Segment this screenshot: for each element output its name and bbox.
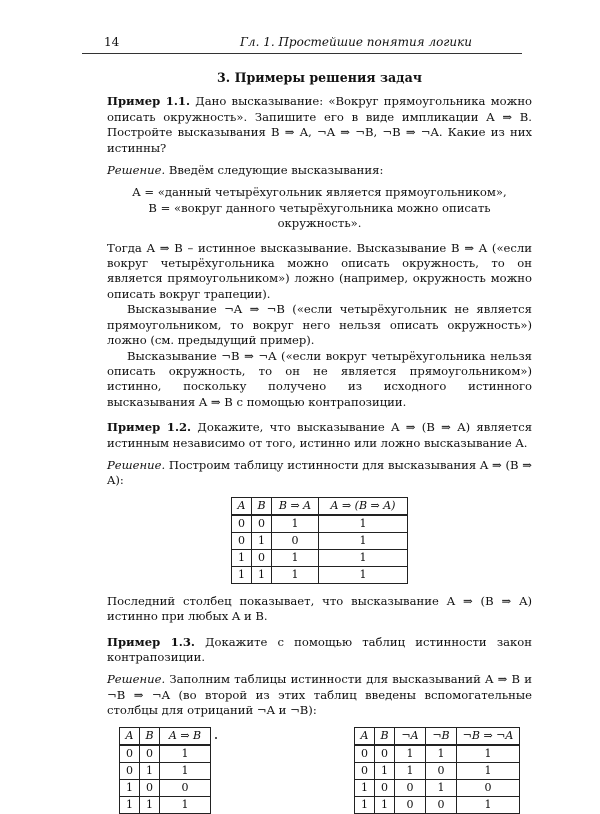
table-cell: 1: [375, 796, 395, 813]
table-cell: 1: [232, 566, 252, 583]
table-row: [355, 779, 520, 796]
example-3-label: Пример 1.3.: [107, 634, 195, 649]
table-cell: 1: [355, 779, 375, 796]
example-1-paragraph-3: Высказывание ¬B ⇒ ¬A («если вокруг четырёхугольника нельзя описать окружность, то он не является прямоугольником») истинно, поскольку получено из исходного истинного высказывания A ⇒ B с помощью контрапозиции.: [107, 348, 532, 409]
example-3-statement: [107, 635, 532, 666]
table-cell: 1: [120, 796, 140, 813]
table-row: [355, 796, 520, 813]
table-cell: 1: [319, 532, 408, 549]
table-header-cell: ¬A: [395, 727, 426, 745]
table-header-cell: A ⇒ (B ⇒ A): [319, 497, 408, 515]
table-header-cell: ¬B ⇒ ¬A: [457, 727, 520, 745]
table-cell: 0: [160, 779, 211, 796]
table-cell: 0: [375, 779, 395, 796]
table-cell: 1: [160, 745, 211, 763]
example-2-statement: [107, 420, 532, 451]
table-cell: 1: [319, 549, 408, 566]
truth-table-1: [231, 497, 408, 584]
table-cell: 0: [120, 745, 140, 763]
table-cell: 0: [426, 796, 457, 813]
table-cell: 1: [272, 549, 319, 566]
table-header-cell: A ⇒ B: [160, 727, 211, 745]
table-cell: 1: [457, 762, 520, 779]
table-cell: 0: [140, 745, 160, 763]
table-cell: 1: [140, 762, 160, 779]
table-row: [355, 745, 520, 763]
table-header-row: [355, 727, 520, 745]
definitions: [107, 185, 532, 231]
table-header-cell: ¬B: [426, 727, 457, 745]
table-cell: 1: [355, 796, 375, 813]
table-header-cell: B: [140, 727, 160, 745]
example-2-label: Пример 1.2.: [107, 420, 192, 435]
table-cell: 1: [319, 515, 408, 533]
table-cell: 0: [252, 515, 272, 533]
example-3-text: Докажите с помощью таблиц истинности закон контрапозиции.: [107, 634, 533, 664]
table-header-cell: B ⇒ A: [272, 497, 319, 515]
table-header-cell: A: [232, 497, 252, 515]
table-cell: 1: [120, 779, 140, 796]
table-row: [232, 566, 408, 583]
table-cell: 1: [252, 532, 272, 549]
solution-label: Решение.: [107, 457, 166, 472]
table-cell: 1: [272, 515, 319, 533]
table-cell: 1: [395, 762, 426, 779]
example-1-paragraph-1: Тогда A ⇒ B – истинное высказывание. Высказывание B ⇒ A («если вокруг четырёхугольника можно описать окружность, то он является прямоугольником») ложно (например, окружность можно описать вокруг трапеции).: [107, 240, 532, 301]
table-row: [232, 515, 408, 533]
solution-label: Решение.: [107, 163, 166, 178]
example-1-solution-intro: Решение. Введём следующие высказывания:: [107, 163, 384, 178]
section-title: 3. Примеры решения задач: [217, 70, 422, 85]
truth-table-3: [354, 727, 520, 814]
table-cell: 1: [457, 745, 520, 763]
running-header: [82, 33, 522, 54]
table-header-cell: A: [120, 727, 140, 745]
table-header-row: [120, 727, 211, 745]
table-cell: 0: [355, 762, 375, 779]
table-cell: 0: [140, 779, 160, 796]
table-cell: 1: [319, 566, 408, 583]
table-row: [232, 532, 408, 549]
solution-label: Решение.: [107, 672, 166, 687]
table-cell: 1: [272, 566, 319, 583]
truth-tables-pair: [107, 727, 532, 814]
table-cell: 1: [232, 549, 252, 566]
table-cell: 0: [426, 762, 457, 779]
table-cell: 0: [375, 745, 395, 763]
table-header-row: [232, 497, 408, 515]
table-cell: 1: [426, 779, 457, 796]
example-1-statement: [107, 94, 532, 156]
table-cell: 1: [140, 796, 160, 813]
example-3-solution: Решение. Заполним таблицы истинности для высказываний A ⇒ B и ¬B ⇒ ¬A (во второй из этих таблиц введены вспомогательные столбцы для отрицаний ¬A и ¬B):: [107, 672, 533, 718]
table-cell: 0: [395, 796, 426, 813]
truth-table-2: [119, 727, 211, 814]
definition-a: A = «данный четырёхугольник является прямоугольником»,: [132, 185, 507, 200]
table-header-cell: A: [355, 727, 375, 745]
page-number: 14: [104, 35, 120, 49]
example-1-label: Пример 1.1.: [107, 94, 191, 109]
table-cell: 0: [232, 532, 252, 549]
example-1-text: Дано высказывание: «Вокруг прямоугольника можно описать окружность». Запишите его в виде импликации A ⇒ B. Постройте высказывания B ⇒ A, ¬A ⇒ ¬B, ¬B ⇒ ¬A. Какие из них истинны?: [107, 94, 533, 155]
table-row: [120, 796, 211, 813]
table-cell: 1: [457, 796, 520, 813]
example-2-text: Докажите, что высказывание A ⇒ (B ⇒ A) является истинным независимо от того, истинно или ложно высказывание A.: [107, 420, 533, 450]
example-2-solution: Решение. Построим таблицу истинности для высказывания A ⇒ (B ⇒ A):: [107, 457, 533, 488]
table-row: [120, 745, 211, 763]
table-cell: 0: [120, 762, 140, 779]
table-row: [120, 779, 211, 796]
table-cell: 0: [457, 779, 520, 796]
table-row: [120, 762, 211, 779]
table-cell: 0: [252, 549, 272, 566]
table-cell: 0: [355, 745, 375, 763]
table-header-cell: B: [375, 727, 395, 745]
table-cell: 1: [426, 745, 457, 763]
table-row: [355, 762, 520, 779]
table-cell: 0: [232, 515, 252, 533]
table-row: [232, 549, 408, 566]
table-cell: 1: [395, 745, 426, 763]
definition-b: B = «вокруг данного четырёхугольника можно описать окружность».: [148, 200, 491, 231]
example-1-paragraph-2: Высказывание ¬A ⇒ ¬B («если четырёхугольник не является прямоугольником, то вокруг него нельзя описать окружность») ложно (см. предыдущий пример).: [107, 302, 532, 348]
table-cell: 0: [272, 532, 319, 549]
scan-speck: [215, 737, 217, 739]
example-2-conclusion: Последний столбец показывает, что высказывание A ⇒ (B ⇒ A) истинно при любых A и B.: [107, 593, 532, 624]
table-cell: 1: [252, 566, 272, 583]
table-cell: 1: [160, 796, 211, 813]
table-cell: 0: [395, 779, 426, 796]
table-cell: 1: [375, 762, 395, 779]
table-cell: 1: [160, 762, 211, 779]
table-header-cell: B: [252, 497, 272, 515]
page-content: [107, 70, 532, 814]
chapter-title: Гл. 1. Простейшие понятия логики: [239, 35, 472, 49]
